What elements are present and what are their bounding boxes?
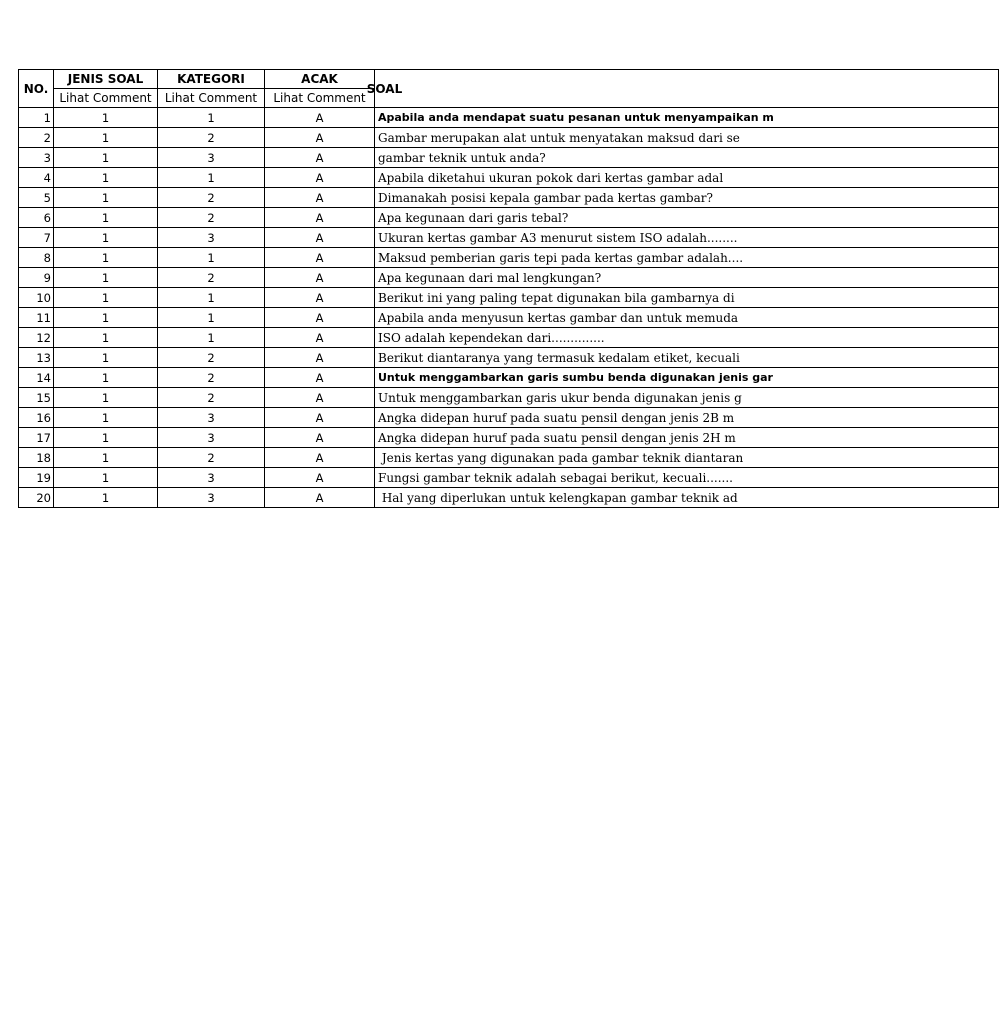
cell-kategori[interactable]: 1 (158, 308, 265, 328)
cell-jenis-soal[interactable]: 1 (54, 428, 158, 448)
table-row (19, 228, 999, 248)
cell-soal[interactable]: Apa kegunaan dari garis tebal? (375, 208, 999, 228)
header-acak[interactable]: ACAK (265, 70, 375, 89)
cell-no[interactable]: 8 (19, 248, 54, 268)
cell-kategori[interactable]: 2 (158, 448, 265, 468)
table-row (19, 288, 999, 308)
cell-jenis-soal[interactable]: 1 (54, 108, 158, 128)
cell-kategori[interactable]: 3 (158, 488, 265, 508)
cell-soal[interactable]: Untuk menggambarkan garis sumbu benda digunakan jenis gar (375, 368, 999, 388)
cell-kategori[interactable]: 2 (158, 128, 265, 148)
cell-no[interactable]: 11 (19, 308, 54, 328)
cell-soal[interactable]: Untuk menggambarkan garis ukur benda digunakan jenis g (375, 388, 999, 408)
cell-no[interactable]: 2 (19, 128, 54, 148)
cell-acak[interactable]: A (265, 388, 375, 408)
cell-acak[interactable]: A (265, 168, 375, 188)
table-row (19, 328, 999, 348)
cell-no[interactable]: 3 (19, 148, 54, 168)
cell-soal[interactable]: Hal yang diperlukan untuk kelengkapan gambar teknik ad (375, 488, 999, 508)
subheader-kategori[interactable]: Lihat Comment (158, 89, 265, 108)
cell-no[interactable]: 19 (19, 468, 54, 488)
table-row (19, 128, 999, 148)
cell-kategori[interactable]: 3 (158, 428, 265, 448)
cell-acak[interactable]: A (265, 408, 375, 428)
cell-jenis-soal[interactable]: 1 (54, 268, 158, 288)
cell-soal[interactable]: Dimanakah posisi kepala gambar pada kertas gambar? (375, 188, 999, 208)
cell-kategori[interactable]: 2 (158, 208, 265, 228)
cell-acak[interactable]: A (265, 148, 375, 168)
cell-jenis-soal[interactable]: 1 (54, 248, 158, 268)
cell-acak[interactable]: A (265, 288, 375, 308)
cell-soal[interactable]: Berikut diantaranya yang termasuk kedalam etiket, kecuali (375, 348, 999, 368)
cell-soal[interactable]: gambar teknik untuk anda? (375, 148, 999, 168)
cell-acak[interactable]: A (265, 268, 375, 288)
cell-jenis-soal[interactable]: 1 (54, 388, 158, 408)
header-kategori[interactable]: KATEGORI (158, 70, 265, 89)
spreadsheet-view (18, 69, 774, 514)
cell-kategori[interactable]: 1 (158, 288, 265, 308)
cell-soal[interactable]: Angka didepan huruf pada suatu pensil dengan jenis 2B m (375, 408, 999, 428)
cell-soal[interactable]: Berikut ini yang paling tepat digunakan bila gambarnya di (375, 288, 999, 308)
table-row (19, 248, 999, 268)
cell-no[interactable]: 20 (19, 488, 54, 508)
cell-jenis-soal[interactable]: 1 (54, 128, 158, 148)
cell-no[interactable]: 5 (19, 188, 54, 208)
cell-jenis-soal[interactable]: 1 (54, 448, 158, 468)
cell-jenis-soal[interactable]: 1 (54, 468, 158, 488)
table-row (19, 468, 999, 488)
table-row (19, 488, 999, 508)
cell-soal[interactable]: Apa kegunaan dari mal lengkungan? (375, 268, 999, 288)
cell-jenis-soal[interactable]: 1 (54, 348, 158, 368)
header-soal-label: SOAL (366, 81, 403, 96)
cell-no[interactable]: 14 (19, 368, 54, 388)
cell-kategori[interactable]: 2 (158, 188, 265, 208)
cell-jenis-soal[interactable]: 1 (54, 168, 158, 188)
cell-kategori[interactable]: 2 (158, 388, 265, 408)
cell-kategori[interactable]: 1 (158, 168, 265, 188)
cell-no[interactable]: 1 (19, 108, 54, 128)
table-row (19, 168, 999, 188)
cell-acak[interactable]: A (265, 128, 375, 148)
cell-acak[interactable]: A (265, 108, 375, 128)
cell-kategori[interactable]: 2 (158, 268, 265, 288)
cell-jenis-soal[interactable]: 1 (54, 148, 158, 168)
question-table (18, 69, 999, 508)
cell-acak[interactable]: A (265, 368, 375, 388)
header-soal[interactable] (366, 70, 999, 108)
subheader-acak[interactable]: Lihat Comment (265, 89, 375, 108)
table-row (19, 408, 999, 428)
table-row (19, 268, 999, 288)
cell-jenis-soal[interactable]: 1 (54, 488, 158, 508)
cell-no[interactable]: 17 (19, 428, 54, 448)
cell-soal[interactable]: Apabila anda menyusun kertas gambar dan untuk memuda (375, 308, 999, 328)
cell-acak[interactable]: A (265, 428, 375, 448)
cell-soal[interactable]: Jenis kertas yang digunakan pada gambar teknik diantaran (375, 448, 999, 468)
cell-no[interactable]: 6 (19, 208, 54, 228)
table-row (19, 208, 999, 228)
cell-kategori[interactable]: 3 (158, 148, 265, 168)
cell-kategori[interactable]: 1 (158, 328, 265, 348)
subheader-jenis-soal[interactable]: Lihat Comment (54, 89, 158, 108)
table-row (19, 388, 999, 408)
cell-acak[interactable]: A (265, 488, 375, 508)
cell-acak[interactable]: A (265, 308, 375, 328)
cell-jenis-soal[interactable]: 1 (54, 408, 158, 428)
table-row (19, 188, 999, 208)
cell-acak[interactable]: A (265, 208, 375, 228)
cell-jenis-soal[interactable]: 1 (54, 308, 158, 328)
cell-no[interactable]: 10 (19, 288, 54, 308)
cell-soal[interactable]: Apabila anda mendapat suatu pesanan untuk menyampaikan m (375, 108, 999, 128)
cell-kategori[interactable]: 3 (158, 408, 265, 428)
cell-acak[interactable]: A (265, 188, 375, 208)
cell-acak[interactable]: A (265, 328, 375, 348)
cell-no[interactable]: 15 (19, 388, 54, 408)
cell-kategori[interactable]: 3 (158, 228, 265, 248)
cell-no[interactable]: 18 (19, 448, 54, 468)
cell-acak[interactable]: A (265, 228, 375, 248)
cell-jenis-soal[interactable]: 1 (54, 188, 158, 208)
cell-acak[interactable]: A (265, 448, 375, 468)
cell-soal[interactable]: ISO adalah kependekan dari.............. (375, 328, 999, 348)
table-body (19, 108, 999, 508)
cell-soal[interactable]: Gambar merupakan alat untuk menyatakan maksud dari se (375, 128, 999, 148)
table-row (19, 448, 999, 468)
table-row (19, 148, 999, 168)
header-jenis-soal[interactable]: JENIS SOAL (54, 70, 158, 89)
cell-jenis-soal[interactable]: 1 (54, 288, 158, 308)
cell-no[interactable]: 4 (19, 168, 54, 188)
cell-soal[interactable]: Apabila diketahui ukuran pokok dari kertas gambar adal (375, 168, 999, 188)
cell-soal[interactable]: Maksud pemberian garis tepi pada kertas gambar adalah.... (375, 248, 999, 268)
cell-jenis-soal[interactable]: 1 (54, 368, 158, 388)
cell-soal[interactable]: Ukuran kertas gambar A3 menurut sistem ISO adalah........ (375, 228, 999, 248)
table-row (19, 428, 999, 448)
header-no[interactable]: NO. (19, 70, 54, 108)
cell-acak[interactable]: A (265, 348, 375, 368)
cell-soal[interactable]: Fungsi gambar teknik adalah sebagai berikut, kecuali....... (375, 468, 999, 488)
table-row (19, 308, 999, 328)
cell-kategori[interactable]: 2 (158, 348, 265, 368)
cell-jenis-soal[interactable]: 1 (54, 328, 158, 348)
cell-acak[interactable]: A (265, 248, 375, 268)
cell-kategori[interactable]: 2 (158, 368, 265, 388)
cell-kategori[interactable]: 3 (158, 468, 265, 488)
cell-kategori[interactable]: 1 (158, 108, 265, 128)
cell-no[interactable]: 9 (19, 268, 54, 288)
cell-kategori[interactable]: 1 (158, 248, 265, 268)
table-row (19, 108, 999, 128)
cell-jenis-soal[interactable]: 1 (54, 228, 158, 248)
table-row (19, 348, 999, 368)
cell-soal[interactable]: Angka didepan huruf pada suatu pensil dengan jenis 2H m (375, 428, 999, 448)
cell-no[interactable]: 12 (19, 328, 54, 348)
cell-acak[interactable]: A (265, 468, 375, 488)
cell-no[interactable]: 13 (19, 348, 54, 368)
cell-no[interactable]: 7 (19, 228, 54, 248)
cell-no[interactable]: 16 (19, 408, 54, 428)
cell-jenis-soal[interactable]: 1 (54, 208, 158, 228)
table-row (19, 368, 999, 388)
